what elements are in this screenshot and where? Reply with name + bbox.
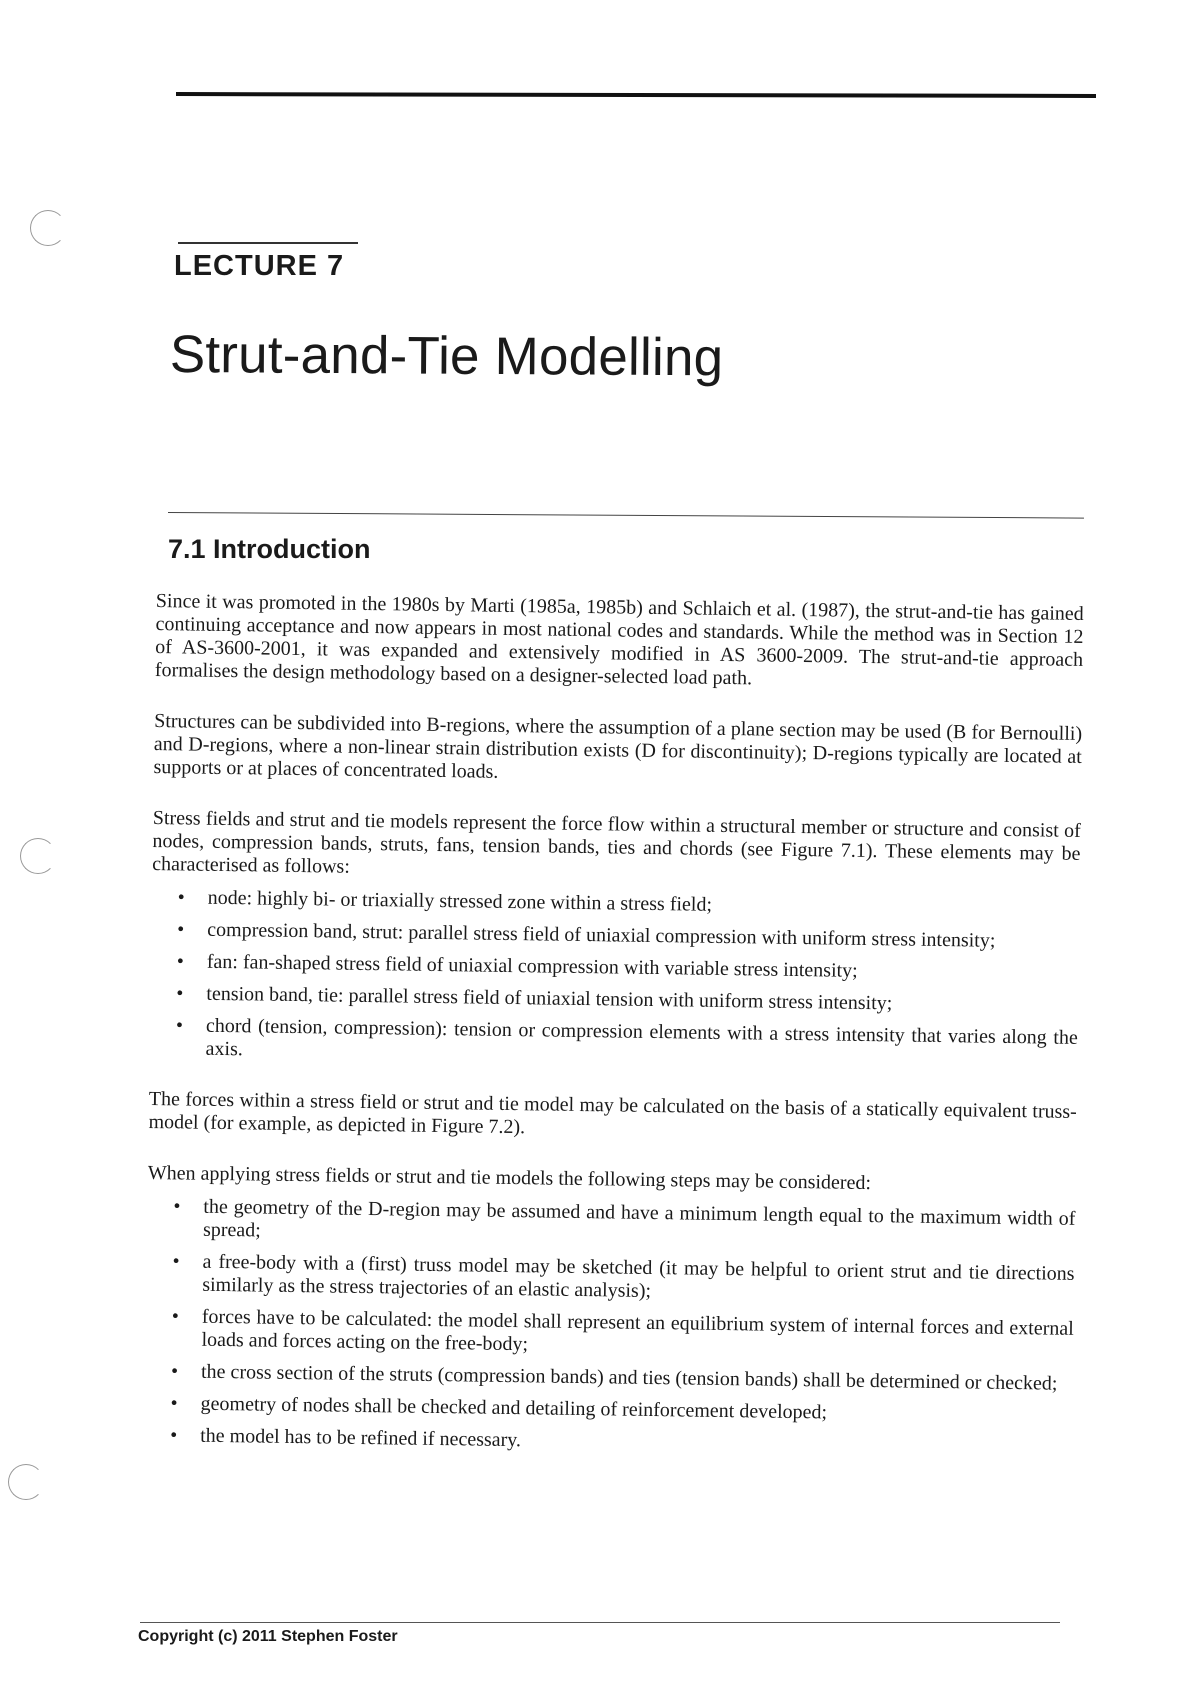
- elements-list: [149, 886, 1079, 1073]
- paragraph: When applying stress fields or strut and tie models the following steps may be considered:: [147, 1161, 872, 1195]
- section-rule: [168, 512, 1084, 519]
- list-item: • the cross section of the struts (compression bands) and ties (tension bands) shall be determined or checked;: [201, 1361, 1073, 1396]
- list-item: • tension band, tie: parallel stress field of uniaxial tension with uniform stress intensity;: [206, 983, 1078, 1018]
- list-item: • fan: fan-shaped stress field of uniaxial compression with variable stress intensity;: [207, 951, 1079, 986]
- steps-list: [144, 1195, 1075, 1460]
- list-item: • chord (tension, compression): tension or compression elements with a stress intensity that varies along the axis.: [205, 1015, 1078, 1073]
- list-item: • compression band, strut: parallel stress field of uniaxial compression with uniform stress intensity;: [207, 919, 1079, 954]
- list-item: • node: highly bi- or triaxially stressed zone within a stress field;: [208, 887, 1080, 922]
- list-item: • geometry of nodes shall be checked and detailing of reinforcement developed;: [200, 1393, 1072, 1428]
- list-item: • a free-body with a (first) truss model may be sketched (it may be helpful to orient strut and tie directions similarly as the stress trajectories of an elastic analysis);: [202, 1251, 1075, 1309]
- footer-rule: [140, 1622, 1060, 1623]
- header-rule: [176, 92, 1096, 98]
- punch-hole-bottom: [8, 1464, 44, 1500]
- page-title: Strut-and-Tie Modelling: [169, 324, 724, 388]
- punch-hole-top: [30, 210, 66, 246]
- punch-hole-middle: [20, 838, 56, 874]
- copyright-footer: Copyright (c) 2011 Stephen Foster: [138, 1628, 398, 1645]
- paragraph: Structures can be subdivided into B-regions, where the assumption of a plane section may be used (B for Bernoulli) and D-regions, where a non-linear strain distribution exists (D for discontinuity); D-regions typically are located at supports or at places of concentrated loads.: [153, 709, 1083, 783]
- paragraph: Since it was promoted in the 1980s by Marti (1985a, 1985b) and Schlaich et al. (1987), the strut-and-tie has gained continuing acceptance and now appears in most national codes and standards. While the method was in Section 12 of AS-3600-2001, it was expanded and extensively modified in AS 3600-2009. The strut-and-tie approach formalises the design methodology based on a designer-selected load path.: [154, 590, 1084, 690]
- list-item: • the geometry of the D-region may be assumed and have a minimum length equal to the maximum width of spread;: [203, 1196, 1076, 1254]
- list-item: • the model has to be refined if necessary.: [200, 1425, 1072, 1460]
- paragraph: Stress fields and strut and tie models represent the force flow within a structural member or structure and consist of nodes, compression bands, struts, fans, tension bands, ties and chords (see Figure 7.1). These elements may be characterised as follows:: [152, 806, 1081, 878]
- lecture-label: LECTURE 7: [174, 250, 345, 282]
- lecture-rule: [178, 242, 358, 244]
- section-heading: 7.1 Introduction: [168, 534, 371, 564]
- paragraph: The forces within a stress field or strut and tie model may be calculated on the basis of a statically equivalent truss-model (for example, as depicted in Figure 7.2).: [148, 1087, 1077, 1139]
- body-text: [144, 590, 1084, 1488]
- list-item: • forces have to be calculated: the model shall represent an equilibrium system of internal forces and external loads and forces acting on the free-body;: [201, 1306, 1074, 1364]
